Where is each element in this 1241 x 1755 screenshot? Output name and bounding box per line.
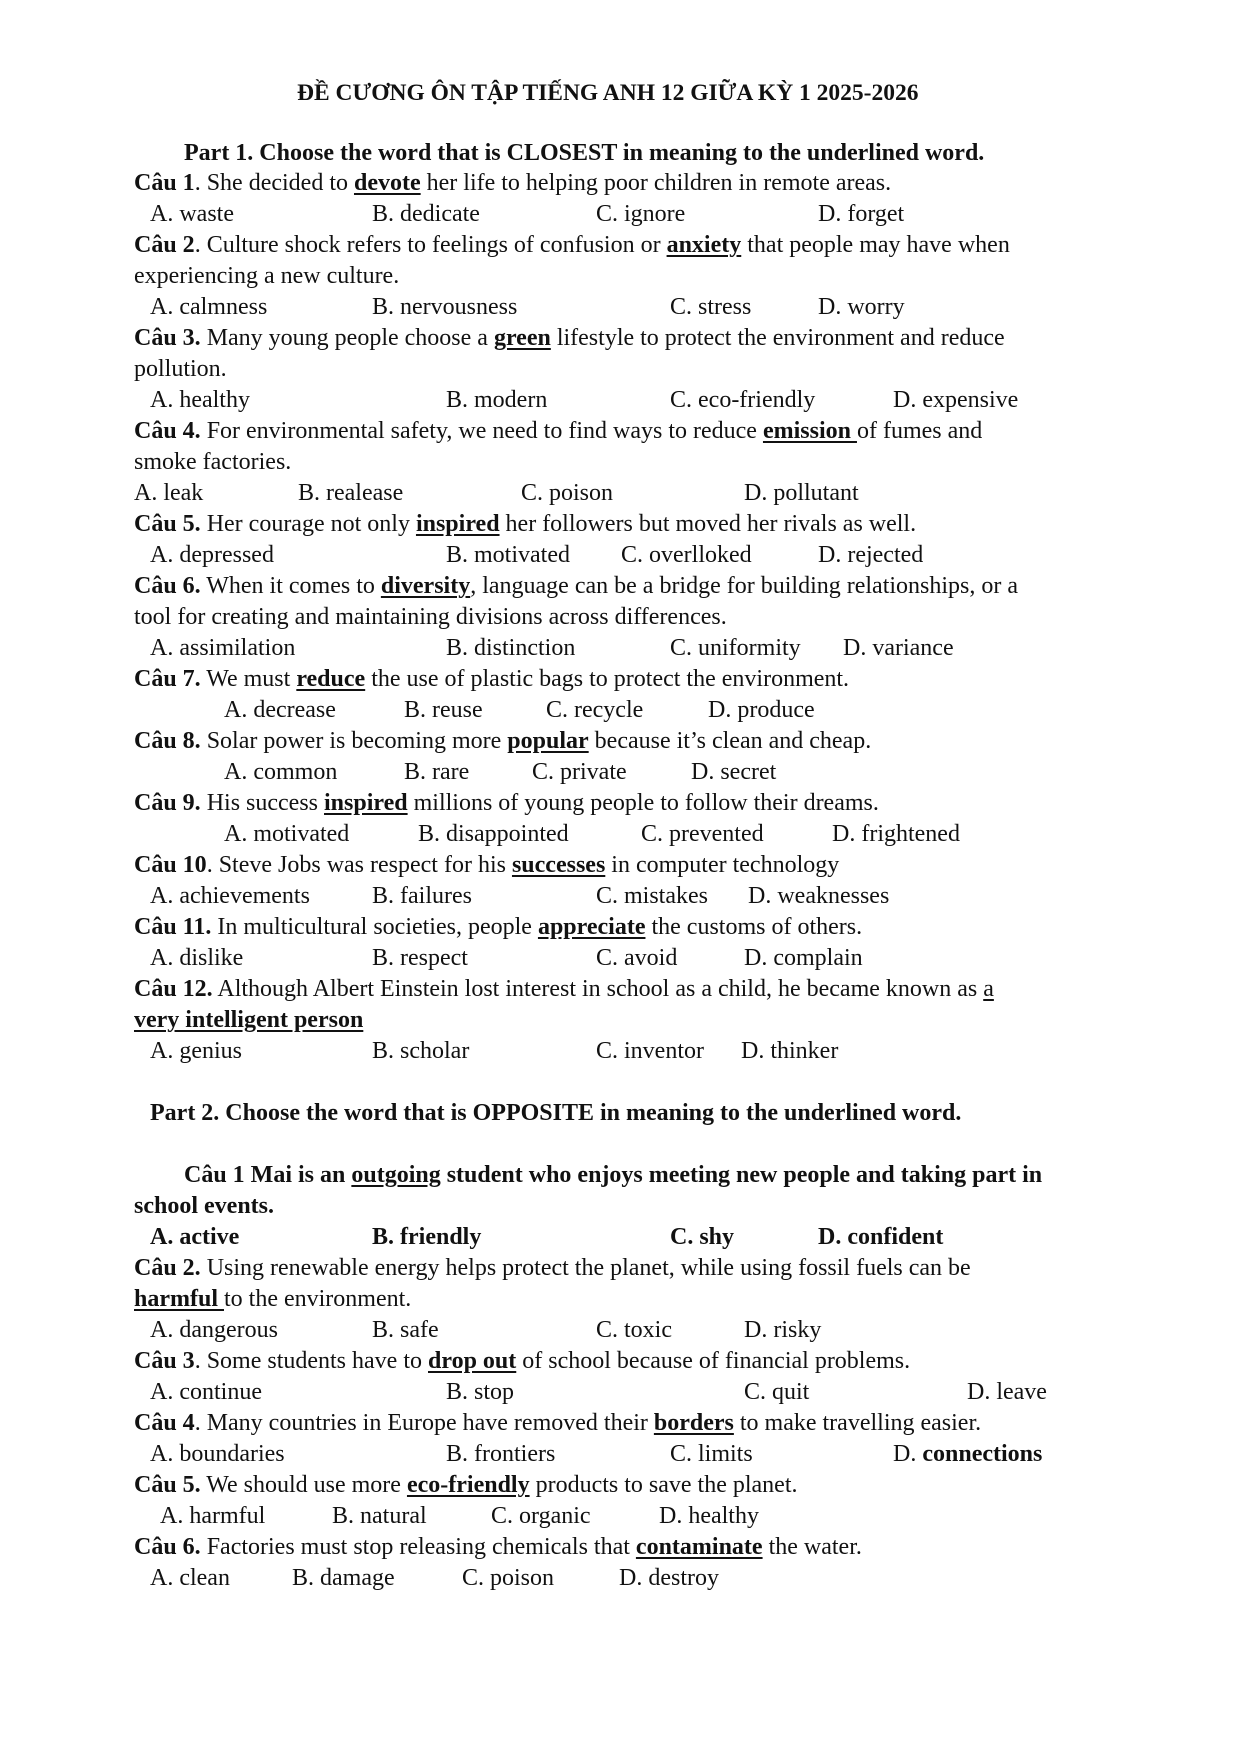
option-d[interactable]: D. confident xyxy=(818,1224,944,1250)
question-12-options xyxy=(0,1036,1241,1066)
p2-question-5-stem: Câu 5. We should use more eco-friendly products to save the planet. xyxy=(134,1472,798,1498)
underlined-word: harmful xyxy=(134,1286,224,1312)
p2-question-2-stem-cont: harmful to the environment. xyxy=(134,1286,412,1312)
option-a[interactable]: A. motivated xyxy=(224,821,350,847)
underlined-word: reduce xyxy=(296,666,366,692)
option-c[interactable]: C. ignore xyxy=(596,201,686,227)
question-label: Câu 9. xyxy=(134,790,201,816)
option-c[interactable]: C. recycle xyxy=(546,697,644,723)
question-7-options xyxy=(0,695,1241,725)
underlined-word: inspired xyxy=(415,511,500,537)
option-d[interactable]: D. forget xyxy=(818,201,905,227)
option-a[interactable]: A. genius xyxy=(150,1038,242,1064)
p2-question-1-stem-cont: school events. xyxy=(134,1193,274,1219)
p2-question-6-options xyxy=(0,1563,1241,1593)
question-12-stem-cont xyxy=(134,1005,363,1035)
option-c[interactable]: C. stress xyxy=(670,294,752,320)
option-a[interactable]: A. boundaries xyxy=(150,1441,285,1467)
question-label: Câu 10 xyxy=(134,852,207,878)
question-8-options xyxy=(0,757,1241,787)
option-c[interactable]: C. uniformity xyxy=(670,635,801,661)
option-a[interactable]: A. active xyxy=(150,1224,240,1250)
p2-question-2-options xyxy=(0,1315,1241,1345)
option-c[interactable]: C. shy xyxy=(670,1224,735,1250)
option-b[interactable]: B. realease xyxy=(298,480,404,506)
question-6-options xyxy=(0,633,1241,663)
option-d[interactable]: D. rejected xyxy=(818,542,924,568)
question-3-stem-cont: pollution. xyxy=(134,356,227,382)
option-a[interactable]: A. dislike xyxy=(150,945,244,971)
underlined-word: diversity xyxy=(380,573,471,599)
option-c[interactable]: C. toxic xyxy=(596,1317,672,1343)
option-d[interactable]: D. frightened xyxy=(832,821,960,847)
option-b[interactable]: B. respect xyxy=(372,945,468,971)
option-a[interactable]: A. leak xyxy=(134,480,204,506)
p2-question-5-options xyxy=(0,1501,1241,1531)
question-label: Câu 6. xyxy=(134,573,201,599)
question-2-options xyxy=(0,292,1241,322)
p2-question-3-options xyxy=(0,1377,1241,1407)
option-c[interactable]: C. private xyxy=(532,759,627,785)
underlined-word: successes xyxy=(511,852,606,878)
question-label: Câu 8. xyxy=(134,728,201,754)
underlined-word: very intelligent person xyxy=(134,1007,364,1033)
underlined-word: a xyxy=(983,976,994,1002)
question-10-options xyxy=(0,881,1241,911)
option-d[interactable]: D. variance xyxy=(843,635,954,661)
question-10-stem: Câu 10. Steve Jobs was respect for his successes in computer technology xyxy=(134,852,840,878)
option-c[interactable]: C. mistakes xyxy=(596,883,708,909)
p2-question-2-stem: Câu 2. Using renewable energy helps protect the planet, while using fossil fuels can be xyxy=(134,1255,971,1281)
part2-heading: Part 2. Choose the word that is OPPOSITE in meaning to the underlined word. xyxy=(150,1100,962,1126)
question-5-options xyxy=(0,540,1241,570)
option-c[interactable]: C. organic xyxy=(491,1503,591,1529)
question-9-stem: Câu 9. His success inspired millions of young people to follow their dreams. xyxy=(134,790,879,816)
option-a[interactable]: A. harmful xyxy=(160,1503,266,1529)
underlined-word: green xyxy=(493,325,551,351)
option-b[interactable]: B. rare xyxy=(404,759,470,785)
underlined-word: borders xyxy=(653,1410,734,1436)
option-a[interactable]: A. continue xyxy=(150,1379,262,1405)
option-d[interactable]: D. healthy xyxy=(659,1503,759,1529)
underlined-word: appreciate xyxy=(537,914,646,940)
p2-question-1-stem: Câu 1 Mai is an outgoing student who enjoys meeting new people and taking part in xyxy=(184,1162,1043,1188)
option-b[interactable]: B. motivated xyxy=(446,542,570,568)
option-d[interactable]: D. expensive xyxy=(893,387,1019,413)
question-label: Câu 3. xyxy=(134,325,201,351)
option-a[interactable]: A. common xyxy=(224,759,338,785)
option-b[interactable]: B. natural xyxy=(332,1503,427,1529)
question-11-stem: Câu 11. In multicultural societies, people appreciate the customs of others. xyxy=(134,914,863,940)
underlined-word: eco-friendly xyxy=(406,1472,530,1498)
option-c[interactable]: C. limits xyxy=(670,1441,753,1467)
question-8-stem: Câu 8. Solar power is becoming more popular because it’s clean and cheap. xyxy=(134,728,872,754)
option-d[interactable]: D. connections xyxy=(893,1441,1043,1467)
question-label: Câu 4 xyxy=(134,1410,195,1436)
question-3-options xyxy=(0,385,1241,415)
option-b[interactable]: B. disappointed xyxy=(418,821,569,847)
p2-question-1-options xyxy=(0,1222,1241,1252)
question-5-stem: Câu 5. Her courage not only inspired her followers but moved her rivals as well. xyxy=(134,511,917,537)
p2-question-6-stem: Câu 6. Factories must stop releasing chemicals that contaminate the water. xyxy=(134,1534,862,1560)
option-d[interactable]: D. complain xyxy=(744,945,863,971)
question-label: Câu 11. xyxy=(134,914,212,940)
option-b[interactable]: B. nervousness xyxy=(372,294,518,320)
question-2-stem: Câu 2. Culture shock refers to feelings of confusion or anxiety that people may have when xyxy=(134,232,1010,258)
option-b[interactable]: B. frontiers xyxy=(446,1441,556,1467)
question-label: Câu 2 xyxy=(134,232,195,258)
question-12-stem: Câu 12. Although Albert Einstein lost interest in school as a child, he became known as a xyxy=(134,976,994,1002)
underlined-word: emission xyxy=(762,418,857,444)
option-c[interactable]: C. avoid xyxy=(596,945,678,971)
option-a[interactable]: A. achievements xyxy=(150,883,310,909)
option-b[interactable]: B. damage xyxy=(292,1565,395,1591)
page-title: ĐỀ CƯƠNG ÔN TẬP TIẾNG ANH 12 GIỮA KỲ 1 2025-2026 xyxy=(297,80,919,106)
question-6-stem: Câu 6. When it comes to diversity, language can be a bridge for building relationships, or a xyxy=(134,573,1019,599)
part1-heading: Part 1. Choose the word that is CLOSEST in meaning to the underlined word. xyxy=(184,140,985,166)
question-1-stem: Câu 1. She decided to devote her life to helping poor children in remote areas. xyxy=(134,170,892,196)
option-a[interactable]: A. decrease xyxy=(224,697,336,723)
p2-question-4-stem: Câu 4. Many countries in Europe have removed their borders to make travelling easier. xyxy=(134,1410,982,1436)
option-a[interactable]: A. assimilation xyxy=(150,635,296,661)
p2-question-3-stem: Câu 3. Some students have to drop out of school because of financial problems. xyxy=(134,1348,911,1374)
option-d[interactable]: D. destroy xyxy=(619,1565,719,1591)
question-3-stem: Câu 3. Many young people choose a green lifestyle to protect the environment and reduce xyxy=(134,325,1005,351)
option-b[interactable]: B. friendly xyxy=(372,1224,482,1250)
underlined-word: inspired xyxy=(324,790,408,816)
option-d[interactable]: D. pollutant xyxy=(744,480,859,506)
underlined-word: devote xyxy=(353,170,421,196)
option-c[interactable]: C. poison xyxy=(521,480,614,506)
question-label: Câu 5. xyxy=(134,1472,201,1498)
option-b[interactable]: B. stop xyxy=(446,1379,515,1405)
question-4-options xyxy=(0,478,1241,508)
option-c[interactable]: C. eco-friendly xyxy=(670,387,816,413)
question-label: Câu 1 xyxy=(134,170,195,196)
option-a[interactable]: A. dangerous xyxy=(150,1317,278,1343)
option-c[interactable]: C. prevented xyxy=(641,821,764,847)
question-2-stem-cont: experiencing a new culture. xyxy=(134,263,400,289)
underlined-word: drop out xyxy=(428,1348,517,1374)
question-label: Câu 2. xyxy=(134,1255,201,1281)
question-label: Câu 1 Mai is an xyxy=(184,1162,352,1188)
question-7-stem: Câu 7. We must reduce the use of plastic bags to protect the environment. xyxy=(134,666,850,692)
question-9-options xyxy=(0,819,1241,849)
option-b[interactable]: B. dedicate xyxy=(372,201,480,227)
option-d[interactable]: D. risky xyxy=(744,1317,822,1343)
option-a[interactable]: A. healthy xyxy=(150,387,250,413)
option-a[interactable]: A. depressed xyxy=(150,542,274,568)
question-label: Câu 5. xyxy=(134,511,201,537)
underlined-word: outgoing xyxy=(351,1162,441,1188)
question-4-stem-cont: smoke factories. xyxy=(134,449,292,475)
p2-question-4-options xyxy=(0,1439,1241,1469)
question-11-options xyxy=(0,943,1241,973)
option-d[interactable]: D. worry xyxy=(818,294,905,320)
option-b[interactable]: B. modern xyxy=(446,387,548,413)
question-label: Câu 6. xyxy=(134,1534,201,1560)
option-d[interactable]: D. leave xyxy=(967,1379,1047,1405)
question-1-options xyxy=(0,199,1241,229)
option-a[interactable]: A. waste xyxy=(150,201,234,227)
option-c[interactable]: C. poison xyxy=(462,1565,555,1591)
underlined-word: anxiety xyxy=(666,232,742,258)
option-b[interactable]: B. distinction xyxy=(446,635,576,661)
option-b[interactable]: B. scholar xyxy=(372,1038,470,1064)
option-a[interactable]: A. clean xyxy=(150,1565,230,1591)
option-d[interactable]: D. secret xyxy=(691,759,777,785)
question-4-stem: Câu 4. For environmental safety, we need to find ways to reduce emission of fumes and xyxy=(134,418,983,444)
option-a[interactable]: A. calmness xyxy=(150,294,268,320)
question-label: Câu 3 xyxy=(134,1348,195,1374)
question-label: Câu 7. xyxy=(134,666,201,692)
option-b[interactable]: B. reuse xyxy=(404,697,483,723)
question-6-stem-cont: tool for creating and maintaining divisions across differences. xyxy=(134,604,727,630)
option-c[interactable]: C. overlloked xyxy=(621,542,752,568)
option-d[interactable]: D. thinker xyxy=(741,1038,839,1064)
option-c[interactable]: C. quit xyxy=(744,1379,810,1405)
option-b[interactable]: B. failures xyxy=(372,883,472,909)
option-d[interactable]: D. weaknesses xyxy=(748,883,890,909)
option-c[interactable]: C. inventor xyxy=(596,1038,704,1064)
underlined-word: popular xyxy=(507,728,589,754)
underlined-word: contaminate xyxy=(635,1534,763,1560)
question-label: Câu 4. xyxy=(134,418,201,444)
option-d[interactable]: D. produce xyxy=(708,697,815,723)
question-label: Câu 12. xyxy=(134,976,213,1002)
option-b[interactable]: B. safe xyxy=(372,1317,439,1343)
